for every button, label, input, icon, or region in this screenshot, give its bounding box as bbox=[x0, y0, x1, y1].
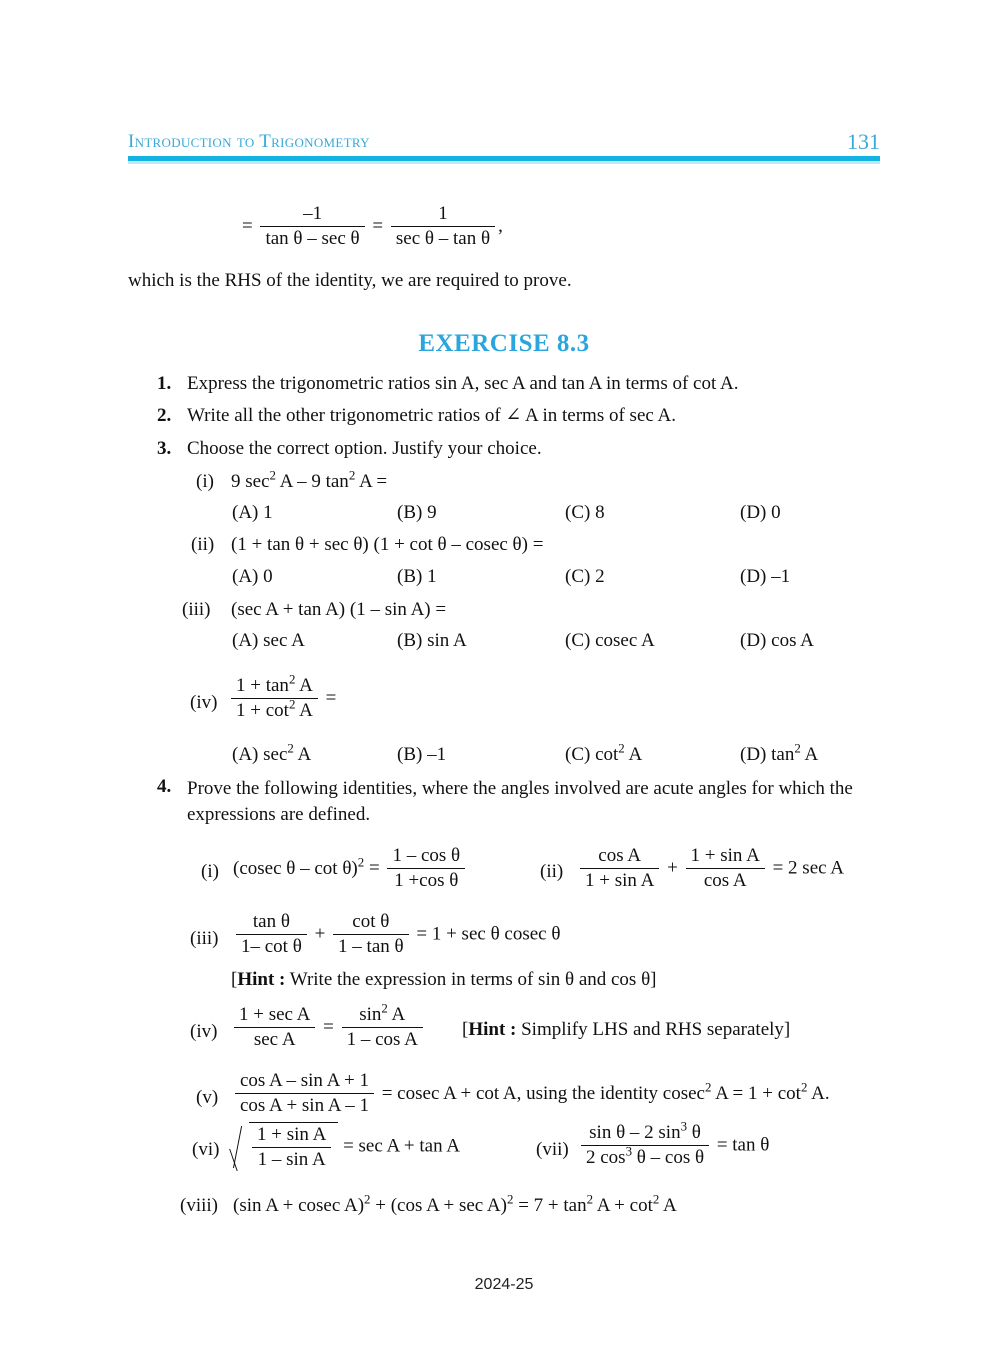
q4-vii-den-sup: 3 bbox=[625, 1143, 633, 1159]
q4-vii-num-pre: sin θ – 2 sin bbox=[589, 1122, 681, 1143]
q4-viii-sup-2: 2 bbox=[506, 1191, 514, 1207]
q4-i-lhs bbox=[233, 854, 365, 879]
q3-iv-option-b[interactable] bbox=[397, 744, 446, 766]
option-label: (A) bbox=[232, 566, 259, 587]
q4-vii-den-post: θ – cos θ bbox=[632, 1146, 705, 1168]
q4-ii-plus: + bbox=[667, 857, 678, 879]
option-value bbox=[427, 744, 446, 765]
hint-bracket-open: [ bbox=[462, 1019, 469, 1040]
q4-item-iii-roman: (iii) bbox=[190, 928, 219, 949]
q4-vii-den-pre: 2 cos bbox=[586, 1146, 626, 1168]
q3-iv-num-sup: 2 bbox=[288, 671, 296, 687]
option-value: sin A bbox=[427, 630, 467, 651]
option-label: (B) bbox=[397, 566, 423, 587]
fraction-2 bbox=[391, 202, 495, 251]
q3-iii-option-a[interactable] bbox=[232, 630, 305, 652]
q3-i-option-a[interactable] bbox=[232, 502, 273, 524]
q4-iv-fraction-2 bbox=[342, 1000, 423, 1052]
q4-vii-rhs: = tan θ bbox=[716, 1134, 770, 1156]
q3-ii-option-b[interactable] bbox=[397, 566, 437, 588]
q4-vii-num-sup: 3 bbox=[680, 1118, 688, 1134]
q4-item-ii-roman: (ii) bbox=[540, 861, 564, 882]
q4-item-viii-equation bbox=[233, 1191, 677, 1217]
page-number: 131 bbox=[847, 129, 880, 154]
q3-iv-den-pre: 1 + cot bbox=[236, 699, 289, 721]
option-value: 1 bbox=[427, 566, 437, 587]
q3-iv-equals: = bbox=[325, 687, 337, 709]
q4-v-rhs-sup-1: 2 bbox=[704, 1079, 712, 1095]
q4-item-vii-equation bbox=[578, 1118, 770, 1171]
header-rule bbox=[128, 156, 880, 161]
equals-sign-2: = bbox=[372, 215, 384, 237]
hint-text: Write the expression in terms of sin θ and cos θ] bbox=[285, 969, 657, 990]
q4-i-lhs-sup: 2 bbox=[357, 854, 365, 870]
q3-iv-numerator bbox=[231, 671, 318, 699]
q4-iv-hint bbox=[462, 1019, 790, 1041]
question-3-text: Choose the correct option. Justify your choice. bbox=[187, 438, 542, 459]
q4-vi-numerator: 1 + sin A bbox=[252, 1123, 331, 1148]
q3-i-stem-mid: A – 9 tan bbox=[275, 471, 349, 492]
top-equation bbox=[242, 203, 503, 252]
option-label: (A) bbox=[232, 502, 259, 523]
q4-item-viii-roman: (viii) bbox=[180, 1195, 218, 1216]
hint-label: Hint : bbox=[468, 1019, 517, 1040]
q4-viii-sup-1: 2 bbox=[364, 1191, 371, 1207]
q3-item-i-stem bbox=[231, 467, 388, 493]
q4-i-lhs-pre: (cosec θ – cot θ) bbox=[233, 857, 358, 879]
q4-iii-f1-numerator: tan θ bbox=[236, 910, 307, 935]
option-value-sup: 2 bbox=[794, 740, 801, 756]
q4-item-vii-roman: (vii) bbox=[536, 1139, 569, 1160]
q4-iv-f1-denominator: sec A bbox=[253, 1028, 296, 1050]
equals-sign-1: = bbox=[242, 215, 253, 237]
q4-iii-fraction-2 bbox=[333, 910, 409, 959]
hint-text: Simplify LHS and RHS separately] bbox=[516, 1019, 791, 1040]
q4-v-numerator: cos A – sin A + 1 bbox=[235, 1069, 374, 1094]
q3-item-i-roman: (i) bbox=[196, 471, 214, 492]
q4-vii-fraction bbox=[581, 1118, 709, 1170]
q4-v-rhs-pre: = cosec A + cot A, using the identity cosec bbox=[381, 1082, 705, 1104]
q4-item-iii-equation bbox=[233, 911, 560, 960]
q4-iii-rhs: = 1 + sec θ cosec θ bbox=[416, 923, 561, 945]
q4-item-i-roman: (i) bbox=[201, 861, 219, 882]
q4-vii-denominator bbox=[581, 1143, 709, 1170]
q4-iii-plus: + bbox=[314, 923, 326, 945]
q4-ii-fraction-2 bbox=[686, 844, 765, 893]
option-label: (B) bbox=[397, 630, 423, 651]
hint-bracket-open: [ bbox=[231, 969, 238, 990]
q4-vi-fraction bbox=[252, 1123, 331, 1172]
hint-label: Hint : bbox=[237, 969, 286, 990]
q4-vii-num-post: θ bbox=[687, 1122, 701, 1143]
fraction-2-numerator: 1 bbox=[391, 202, 495, 227]
option-label: (C) bbox=[565, 744, 591, 765]
q3-iv-num-pre: 1 + tan bbox=[236, 675, 289, 696]
option-label: (A) bbox=[232, 744, 259, 765]
running-head-title: Introduction to Trigonometry bbox=[128, 131, 370, 152]
q4-iii-fraction-1 bbox=[236, 910, 307, 959]
option-value: 0 bbox=[263, 566, 273, 587]
q3-ii-option-c[interactable] bbox=[565, 566, 605, 588]
q3-iv-denominator bbox=[231, 696, 318, 723]
option-label: (D) bbox=[740, 502, 767, 523]
q4-vi-radicand bbox=[249, 1122, 338, 1173]
q4-ii-f1-numerator: cos A bbox=[580, 844, 659, 869]
q3-ii-option-d[interactable] bbox=[740, 566, 790, 588]
q4-iv-equals: = bbox=[323, 1016, 334, 1038]
q3-item-iv-roman: (iv) bbox=[190, 692, 218, 713]
q4-ii-rhs: = 2 sec A bbox=[772, 857, 844, 879]
q3-i-stem-pre: 9 sec bbox=[231, 471, 270, 492]
exercise-heading: EXERCISE 8.3 bbox=[418, 330, 590, 357]
q4-iii-f2-denominator: 1 – tan θ bbox=[338, 935, 404, 957]
option-label: (C) bbox=[565, 630, 591, 651]
q4-v-denominator: cos A + sin A – 1 bbox=[240, 1094, 369, 1116]
fraction-1-denominator: tan θ – sec θ bbox=[265, 227, 360, 249]
q3-ii-option-a[interactable] bbox=[232, 566, 273, 588]
q4-ii-fraction-1 bbox=[580, 844, 659, 893]
option-value: –1 bbox=[771, 566, 791, 587]
q4-iv-fraction-1 bbox=[234, 1003, 315, 1052]
q4-ii-f2-numerator: 1 + sin A bbox=[686, 844, 765, 869]
option-value-sup: 2 bbox=[618, 740, 625, 756]
option-value bbox=[771, 740, 819, 765]
q3-i-option-d[interactable] bbox=[740, 502, 781, 524]
q4-i-numerator: 1 – cos θ bbox=[387, 844, 465, 869]
footer-year: 2024-25 bbox=[474, 1276, 534, 1293]
q4-iii-f1-denominator: 1– cot θ bbox=[241, 935, 302, 957]
option-label: (B) bbox=[397, 744, 423, 765]
q4-item-ii-equation bbox=[577, 845, 844, 894]
q4-v-fraction bbox=[235, 1069, 374, 1118]
question-2-text: Write all the other trigonometric ratios of ∠ A in terms of sec A. bbox=[187, 405, 676, 426]
q3-item-iii-stem: (sec A + tan A) (1 – sin A) = bbox=[231, 599, 447, 620]
option-value: cos A bbox=[771, 630, 814, 651]
question-1-text: Express the trigonometric ratios sin A, sec A and tan A in terms of cot A. bbox=[187, 373, 739, 394]
q3-iv-den-sup: 2 bbox=[288, 696, 296, 712]
question-4-number: 4. bbox=[157, 776, 172, 797]
q3-iv-option-d[interactable] bbox=[740, 740, 819, 766]
q3-iv-option-a[interactable] bbox=[232, 740, 312, 766]
option-value: 0 bbox=[771, 502, 781, 523]
q4-item-iv-roman: (iv) bbox=[190, 1021, 218, 1042]
fraction-1 bbox=[260, 202, 364, 251]
q4-iv-f2-numerator bbox=[342, 1000, 423, 1028]
q4-iv-f2-denominator: 1 – cos A bbox=[346, 1028, 418, 1050]
q4-i-fraction bbox=[387, 844, 465, 893]
option-value-pre: tan bbox=[771, 744, 795, 765]
option-value: 8 bbox=[595, 502, 605, 523]
option-value-post: A bbox=[800, 744, 819, 765]
q4-iv-f1-numerator: 1 + sec A bbox=[234, 1003, 315, 1028]
q3-i-sup-2: 2 bbox=[348, 467, 356, 483]
q4-viii-mid-3: A + cot bbox=[593, 1195, 653, 1216]
q3-iii-option-d[interactable] bbox=[740, 630, 814, 652]
option-value bbox=[263, 740, 312, 765]
q4-ii-f2-denominator: cos A bbox=[703, 869, 747, 891]
q4-viii-mid-1: + (cos A + sec A) bbox=[370, 1195, 507, 1216]
q3-i-sup-1: 2 bbox=[269, 467, 276, 483]
q4-iv-f2-num-sup: 2 bbox=[381, 1000, 388, 1016]
q4-item-vi-roman: (vi) bbox=[192, 1139, 220, 1160]
q3-iv-den-post: A bbox=[295, 699, 313, 721]
q3-i-option-b[interactable] bbox=[397, 502, 437, 524]
q3-item-ii-roman: (ii) bbox=[191, 534, 215, 555]
option-value: 2 bbox=[595, 566, 605, 587]
option-value: sec A bbox=[263, 630, 305, 651]
option-label: (D) bbox=[740, 630, 767, 651]
q4-item-vi-equation bbox=[233, 1122, 460, 1173]
question-1-number: 1. bbox=[157, 373, 172, 394]
option-value-post: A bbox=[293, 744, 312, 765]
question-3-number: 3. bbox=[157, 438, 172, 459]
q3-item-iv-stem bbox=[228, 671, 337, 724]
option-value-post: A bbox=[624, 744, 643, 765]
option-value bbox=[595, 740, 643, 765]
option-value-pre: cot bbox=[595, 744, 619, 765]
q4-vi-square-root bbox=[233, 1122, 338, 1173]
q4-viii-pre: (sin A + cosec A) bbox=[233, 1195, 365, 1216]
q4-iv-f2-num-pre: sin bbox=[359, 1004, 382, 1025]
q4-item-v-equation bbox=[232, 1070, 830, 1119]
q4-viii-mid-2: = 7 + tan bbox=[513, 1195, 587, 1216]
q4-i-denominator: 1 +cos θ bbox=[394, 869, 459, 891]
q4-v-rhs-post: A. bbox=[807, 1082, 830, 1104]
option-value-pre: –1 bbox=[427, 744, 447, 765]
option-value-sup: 2 bbox=[287, 740, 294, 756]
q4-iii-hint bbox=[231, 969, 657, 991]
fraction-1-numerator: –1 bbox=[260, 202, 364, 227]
q4-vii-numerator bbox=[581, 1118, 709, 1146]
question-4-text: Prove the following identities, where the angles involved are acute angles for which the expressions are defined. bbox=[187, 778, 853, 825]
q3-item-ii-stem: (1 + tan θ + sec θ) (1 + cot θ – cosec θ) = bbox=[231, 534, 544, 555]
q4-item-v-roman: (v) bbox=[196, 1087, 219, 1108]
q4-iii-f2-numerator: cot θ bbox=[333, 910, 409, 935]
trailing-comma: , bbox=[498, 215, 503, 237]
q4-v-rhs-mid: A = 1 + cot bbox=[711, 1082, 801, 1104]
q4-viii-post: A bbox=[659, 1195, 677, 1216]
q3-iv-num-post: A bbox=[295, 675, 313, 696]
q3-iii-option-c[interactable] bbox=[565, 630, 655, 652]
q3-i-option-c[interactable] bbox=[565, 502, 605, 524]
rhs-statement: which is the RHS of the identity, we are required to prove. bbox=[128, 270, 572, 291]
q3-iv-fraction bbox=[231, 671, 318, 723]
q4-item-iv-equation bbox=[231, 1000, 426, 1053]
option-value: 1 bbox=[263, 502, 273, 523]
q4-vi-rhs: = sec A + tan A bbox=[343, 1135, 461, 1157]
q4-v-rhs-sup-2: 2 bbox=[800, 1079, 808, 1095]
option-value: 9 bbox=[427, 502, 437, 523]
q4-viii-sup-4: 2 bbox=[652, 1191, 660, 1207]
fraction-2-denominator: sec θ – tan θ bbox=[395, 227, 491, 249]
q4-viii-sup-3: 2 bbox=[586, 1191, 594, 1207]
q3-iv-option-c[interactable] bbox=[565, 740, 643, 766]
q4-vi-denominator: 1 – sin A bbox=[257, 1148, 326, 1170]
question-2-number: 2. bbox=[157, 405, 172, 426]
q4-item-i-equation bbox=[233, 845, 468, 894]
q4-i-equals: = bbox=[368, 857, 380, 879]
option-label: (C) bbox=[565, 502, 591, 523]
option-label: (C) bbox=[565, 566, 591, 587]
option-label: (A) bbox=[232, 630, 259, 651]
q4-v-rhs bbox=[381, 1079, 830, 1104]
option-label: (B) bbox=[397, 502, 423, 523]
q3-i-stem-post: A = bbox=[355, 471, 388, 492]
option-value-pre: sec bbox=[263, 744, 288, 765]
q4-ii-f1-denominator: 1 + sin A bbox=[585, 869, 655, 891]
option-label: (D) bbox=[740, 744, 767, 765]
option-label: (D) bbox=[740, 566, 767, 587]
q3-item-iii-roman: (iii) bbox=[182, 599, 211, 620]
option-value: cosec A bbox=[595, 630, 655, 651]
q3-iii-option-b[interactable] bbox=[397, 630, 467, 652]
q4-iv-f2-num-post: A bbox=[387, 1004, 406, 1025]
